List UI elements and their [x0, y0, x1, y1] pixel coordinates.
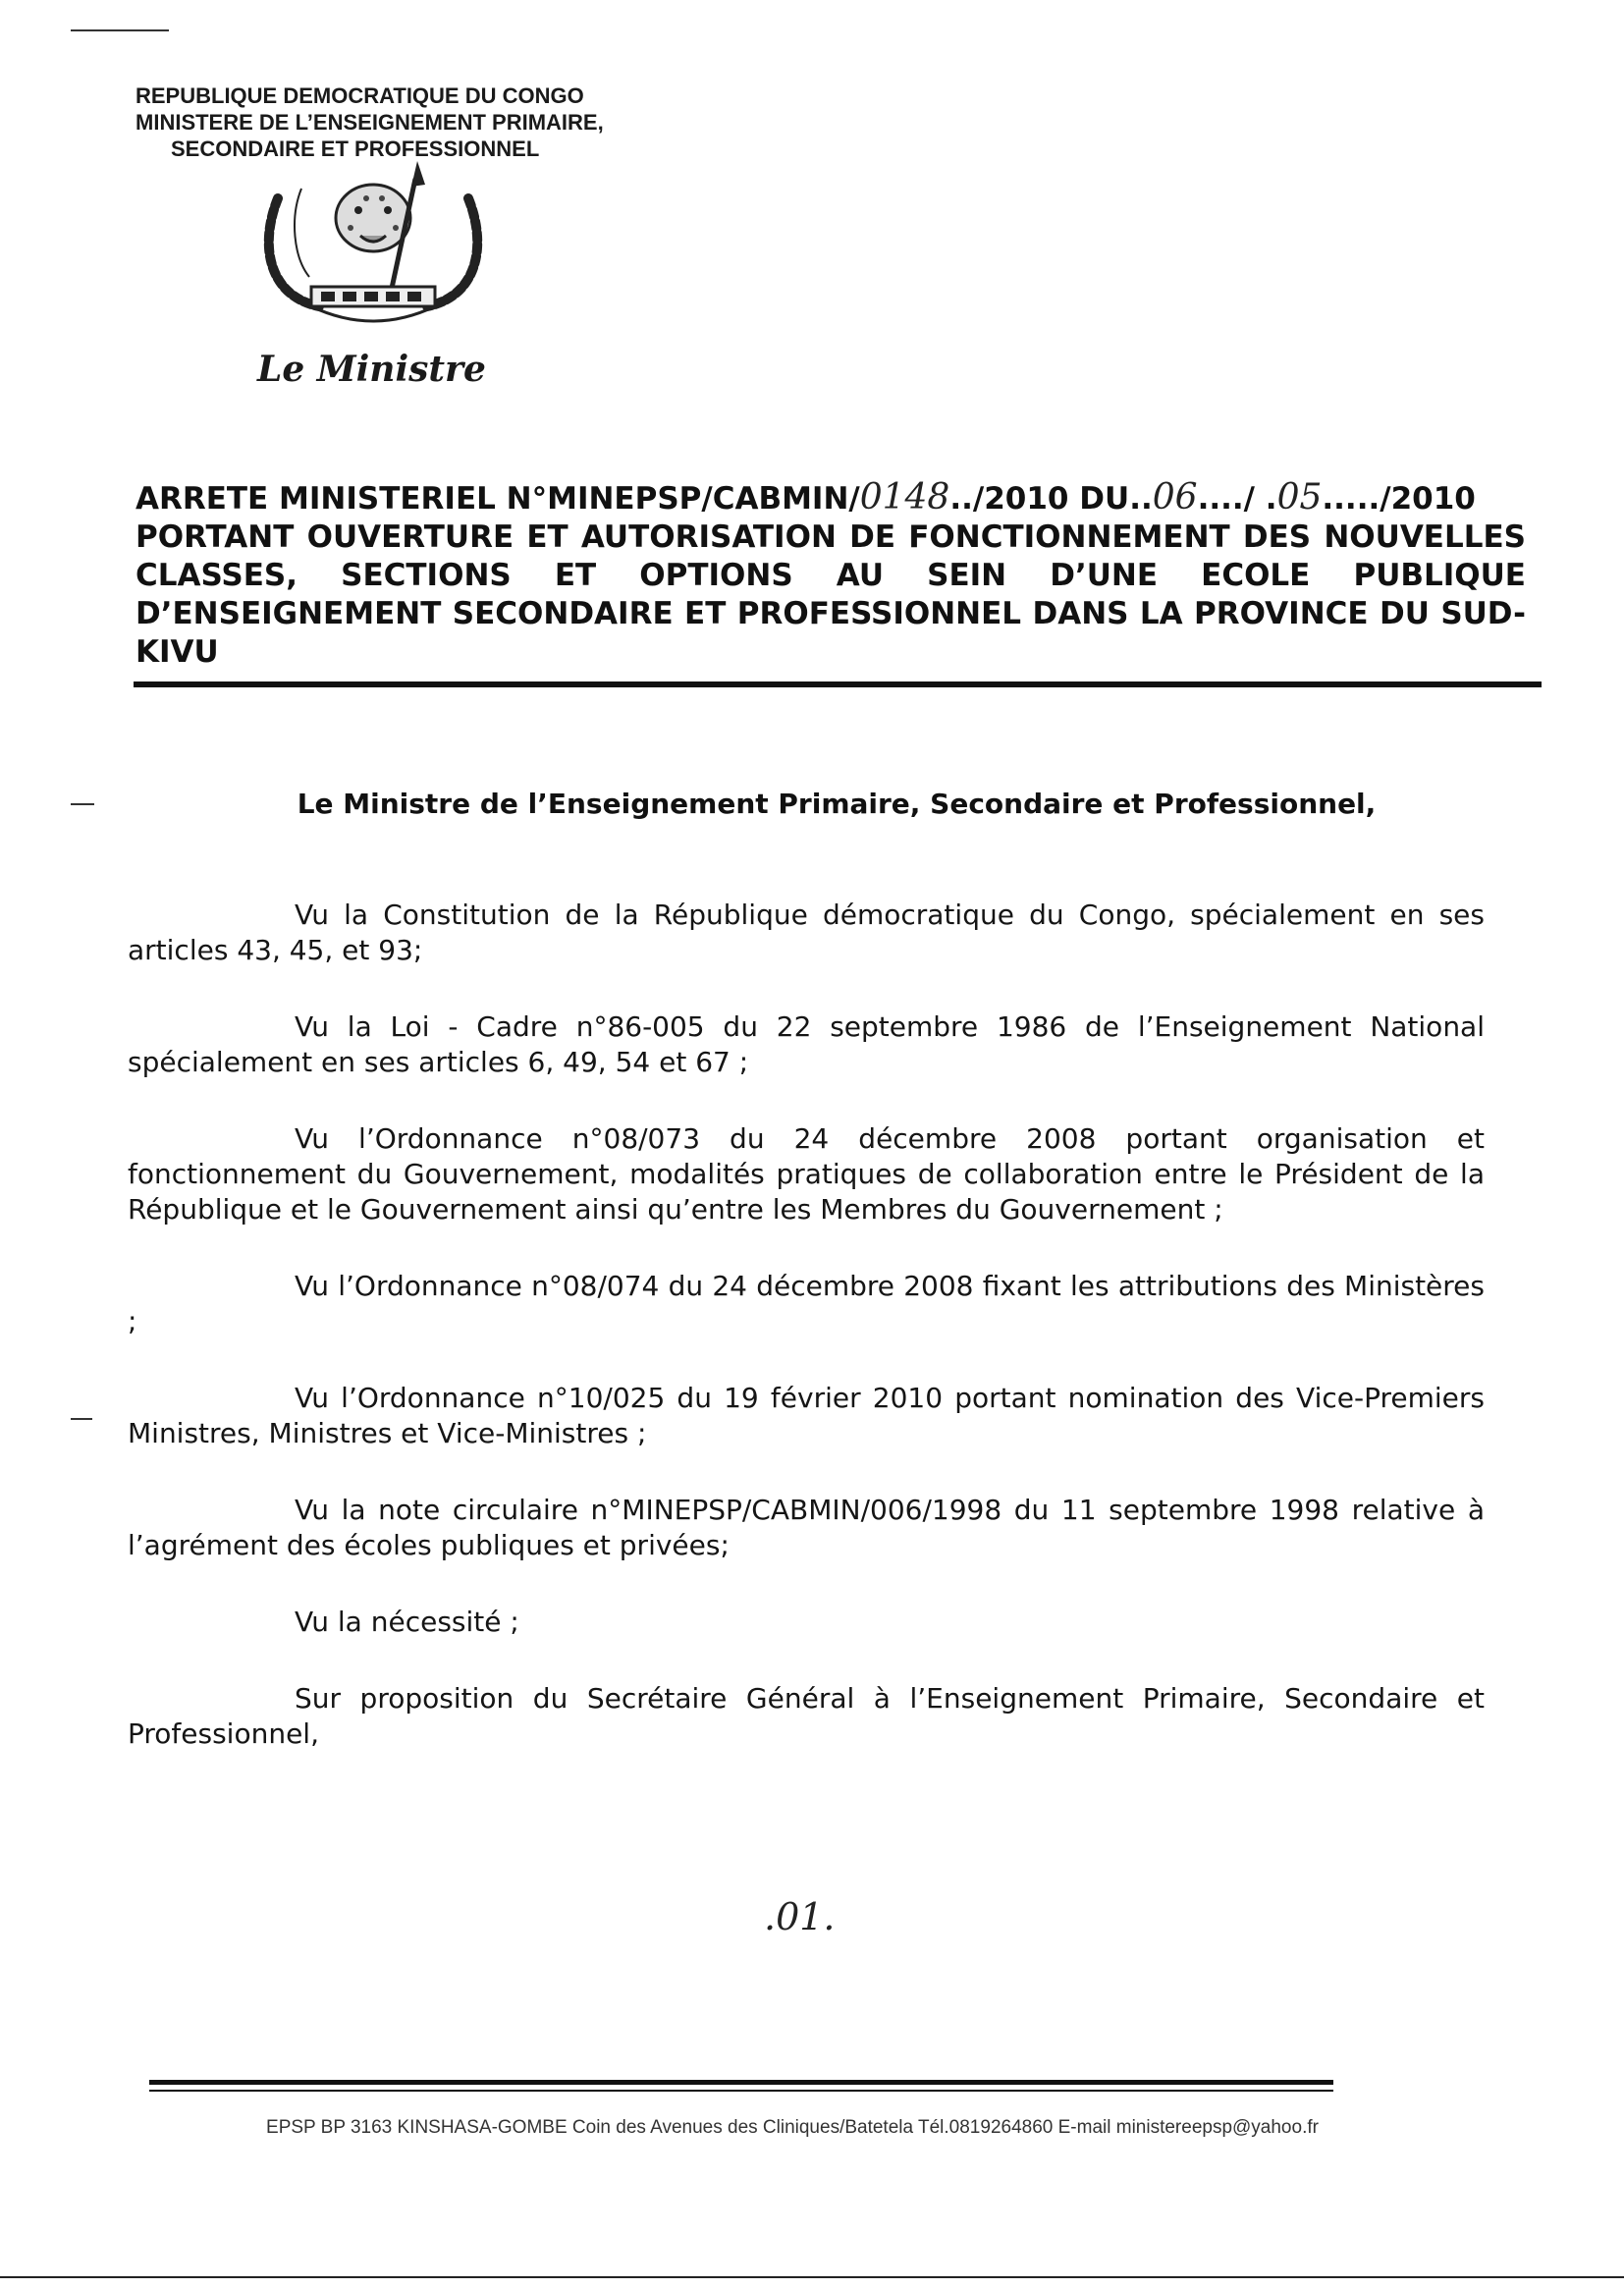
preamble-paragraph: Sur proposition du Secrétaire Général à l’Enseignement Primaire, Secondaire et Professionnel, [128, 1682, 1485, 1750]
preamble-paragraph: Vu la Loi - Cadre n°86-005 du 22 septembre 1986 de l’Enseignement National spécialement en ses articles 6, 49, 54 et 67 ; [128, 1010, 1485, 1078]
preamble-paragraph: Vu la nécessité ; [295, 1606, 519, 1638]
header-country: REPUBLIQUE DEMOCRATIQUE DU CONGO [135, 83, 584, 108]
minister-signature-title: Le Ministre [257, 349, 486, 390]
document-header [135, 82, 764, 162]
preamble-paragraph: Vu l’Ordonnance n°08/074 du 24 décembre 2008 fixant les attributions des Ministères ; [128, 1270, 1485, 1337]
preamble-paragraph: Vu l’Ordonnance n°10/025 du 19 février 2010 portant nomination des Vice-Premiers Ministres, Ministres et Vice-Ministres ; [128, 1382, 1485, 1449]
preamble-paragraph: Vu l’Ordonnance n°08/073 du 24 décembre 2008 portant organisation et fonctionnement du Gouvernement, modalités pratiques de collaboration entre le Président de la République et le Gouvernement ainsi qu’entre les Membres du Gouvernement ; [128, 1122, 1485, 1226]
decree-date-separator: ..../ . [1197, 481, 1277, 517]
scan-speck [71, 29, 169, 31]
footer-divider [149, 2080, 1333, 2085]
preamble-paragraph: Vu la note circulaire n°MINEPSP/CABMIN/006/1998 du 11 septembre 1998 relative à l’agrément des écoles publiques et privées; [128, 1494, 1485, 1561]
decree-reference-line [135, 478, 1526, 518]
decree-subject: PORTANT OUVERTURE ET AUTORISATION DE FONCTIONNEMENT DES NOUVELLES CLASSES, SECTIONS ET OPTIONS AU SEIN D’UNE ECOLE PUBLIQUE D’ENSEIGNEMENT SECONDAIRE ET PROFESSIONNEL DANS LA PROVINCE DU SUD-KIVU [135, 519, 1526, 670]
footer-contact-info: EPSP BP 3163 KINSHASA-GOMBE Coin des Avenues des Cliniques/Batetela Tél.0819264860 E-mail ministereepsp@yahoo.fr [266, 2117, 1319, 2138]
decree-year-suffix: ...../2010 [1322, 481, 1476, 517]
handwritten-decree-number: 0148 [859, 477, 950, 518]
decree-year-separator: ../2010 DU.. [949, 481, 1153, 517]
minister-heading: Le Ministre de l’Enseignement Primaire, Secondaire et Professionnel, [297, 788, 1377, 820]
decree-prefix: ARRETE MINISTERIEL N°MINEPSP/CABMIN/ [135, 481, 860, 517]
preamble-paragraph: Vu la Constitution de la République démocratique du Congo, spécialement en ses articles 43, 45, et 93; [128, 899, 1485, 966]
scan-speck [71, 1418, 92, 1420]
title-divider [134, 681, 1542, 687]
preamble-paragraphs [128, 898, 1485, 1793]
page-number-mark: .01. [764, 1895, 836, 1938]
header-ministry-continued: SECONDAIRE ET PROFESSIONNEL [171, 136, 540, 161]
handwritten-day: 06 [1152, 477, 1198, 518]
decree-title [135, 478, 1526, 672]
header-ministry: MINISTERE DE L’ENSEIGNEMENT PRIMAIRE, [135, 110, 604, 135]
page-bottom-line [0, 2276, 1624, 2278]
footer-divider-thin [149, 2090, 1333, 2092]
handwritten-month: 05 [1276, 477, 1323, 518]
coat-of-arms-emblem [250, 159, 496, 346]
